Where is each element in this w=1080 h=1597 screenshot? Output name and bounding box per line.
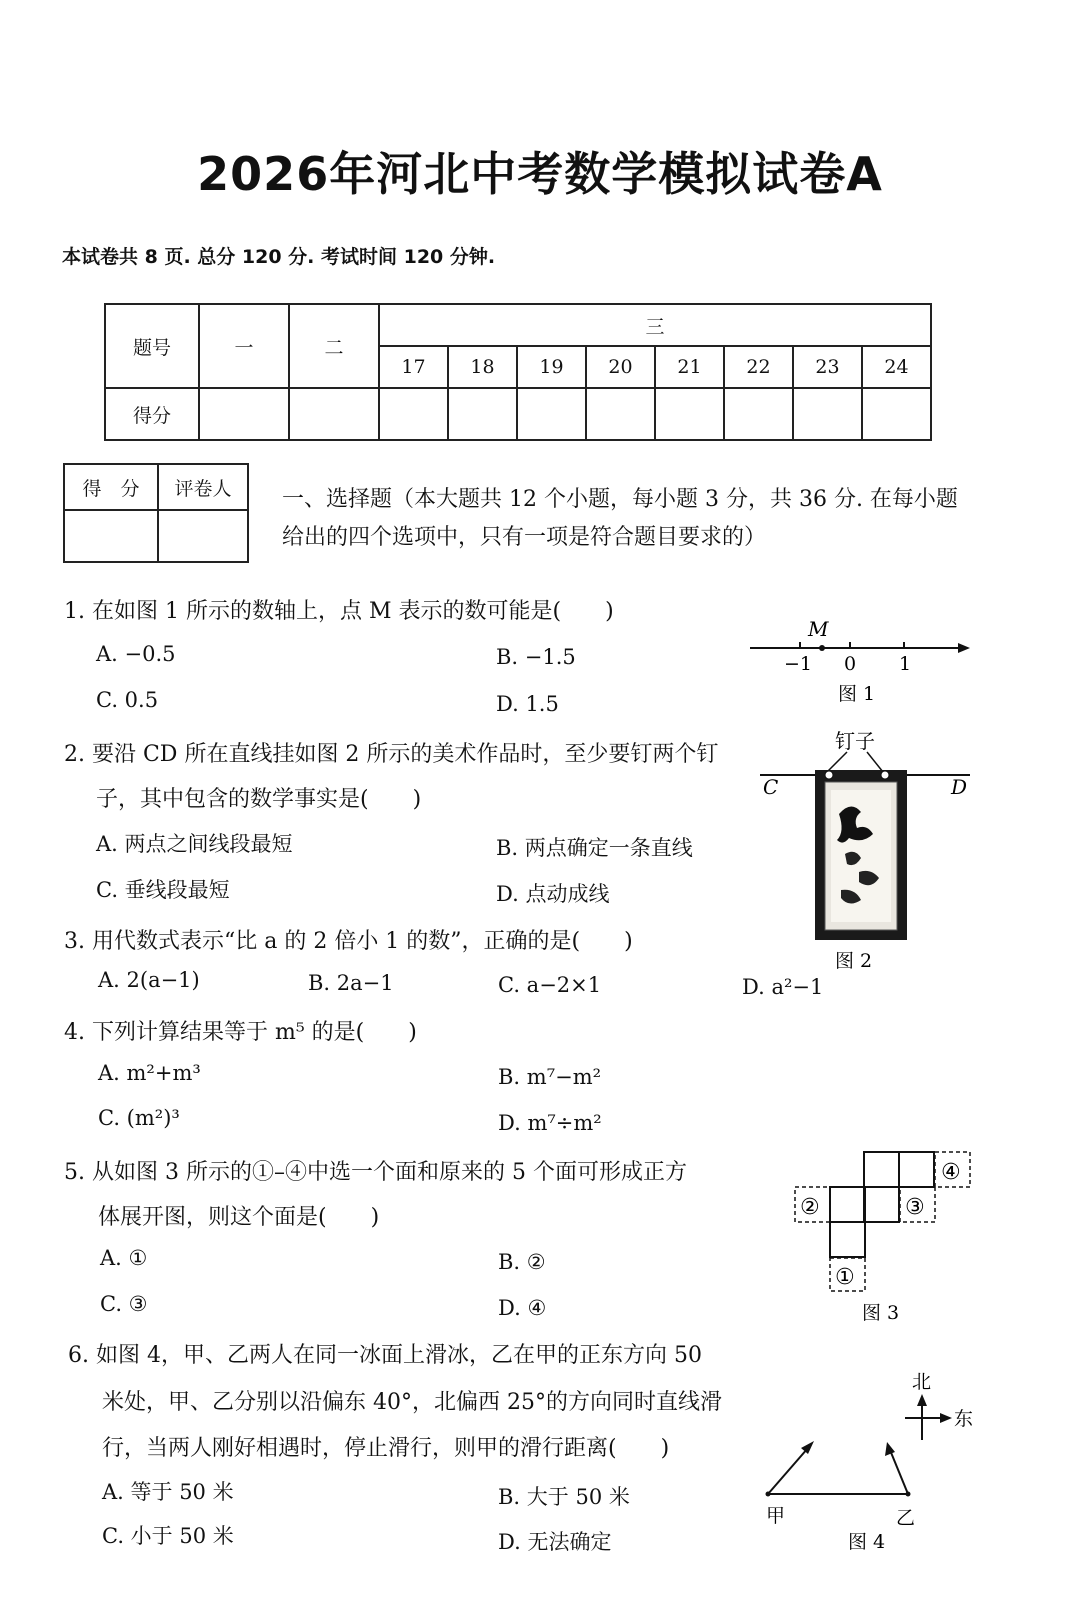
q4-stem: 4. 下列计算结果等于 m⁵ 的是( ) — [64, 1020, 417, 1045]
section-heading — [282, 481, 958, 557]
q5-stem-line2: 体展开图，则这个面是( ) — [98, 1205, 380, 1230]
q5-option-b: B. ② — [498, 1250, 546, 1274]
col-section-three: 三 — [379, 304, 931, 346]
score-cell — [379, 388, 448, 440]
q6-stem-line3: 行，当两人刚好相遇时，停止滑行，则甲的滑行距离( ) — [102, 1436, 670, 1461]
question-number: 20 — [586, 346, 655, 388]
q1-option-b: B. −1.5 — [496, 645, 576, 669]
score-cell — [862, 388, 931, 440]
q4-option-c: C. (m²)³ — [98, 1106, 180, 1130]
point-m-label: M — [808, 617, 829, 641]
grader-score-label: 得 分 — [64, 464, 158, 510]
exam-info: 本试卷共 8 页. 总分 120 分. 考试时间 120 分钟. — [62, 246, 496, 268]
page-title: 2026年河北中考数学模拟试卷A — [197, 147, 883, 201]
section-line: 给出的四个选项中，只有一项是符合题目要求的） — [282, 525, 767, 550]
question-number: 23 — [793, 346, 862, 388]
question-number: 22 — [724, 346, 793, 388]
figure-caption: 图 1 — [838, 683, 876, 705]
score-cell — [517, 388, 586, 440]
q1-stem: 1. 在如图 1 所示的数轴上，点 M 表示的数可能是( ) — [64, 599, 614, 624]
face-2-label: ② — [800, 1195, 820, 1220]
q4-option-d: D. m⁷÷m² — [498, 1111, 602, 1135]
figure-caption: 图 3 — [862, 1302, 900, 1324]
score-cell — [199, 388, 289, 440]
q2-option-b: B. 两点确定一条直线 — [496, 836, 693, 860]
section-line: 一、选择题（本大题共 12 个小题，每小题 3 分，共 36 分. 在每小题 — [282, 487, 958, 512]
q1-option-c: C. 0.5 — [96, 688, 159, 712]
q2-stem-line2: 子，其中包含的数学事实是( ) — [96, 787, 422, 812]
q1-option-a: A. −0.5 — [96, 642, 176, 666]
figure-caption: 图 4 — [848, 1531, 886, 1553]
score-cell — [793, 388, 862, 440]
nail-right — [881, 771, 889, 779]
tick-label: −1 — [784, 653, 813, 675]
label-question-no: 题号 — [105, 304, 199, 388]
number-line-figure — [740, 612, 980, 712]
label-score: 得分 — [105, 388, 199, 440]
q3-stem: 3. 用代数式表示“比 a 的 2 倍小 1 的数”，正确的是( ) — [64, 929, 633, 954]
point-d-label: D — [951, 775, 968, 799]
question-number: 19 — [517, 346, 586, 388]
q1-option-d: D. 1.5 — [496, 692, 559, 716]
q6-option-d: D. 无法确定 — [498, 1530, 612, 1554]
q2-option-c: C. 垂线段最短 — [96, 878, 230, 902]
score-cell — [655, 388, 724, 440]
q3-option-b: B. 2a−1 — [308, 971, 394, 995]
q2-stem-line1: 2. 要沿 CD 所在直线挂如图 2 所示的美术作品时，至少要钉两个钉 — [64, 742, 719, 767]
q6-stem-line2: 米处，甲、乙分别以沿偏东 40°，北偏西 25°的方向同时直线滑 — [102, 1390, 722, 1415]
col-section-one: 一 — [199, 304, 289, 388]
question-number: 21 — [655, 346, 724, 388]
score-cell — [586, 388, 655, 440]
figure-caption: 图 2 — [835, 950, 873, 972]
skating-figure — [750, 1366, 980, 1588]
q6-option-b: B. 大于 50 米 — [498, 1485, 630, 1509]
yi-label: 乙 — [896, 1507, 916, 1529]
jia-label: 甲 — [766, 1505, 786, 1527]
score-cell — [724, 388, 793, 440]
q3-option-d: D. a²−1 — [742, 975, 824, 999]
q5-option-d: D. ④ — [498, 1296, 547, 1320]
question-number: 18 — [448, 346, 517, 388]
face-1-label: ① — [835, 1265, 855, 1290]
q2-option-a: A. 两点之间线段最短 — [96, 832, 293, 856]
q3-option-c: C. a−2×1 — [498, 973, 602, 997]
q5-stem-line1: 5. 从如图 3 所示的①–④中选一个面和原来的 5 个面可形成正方 — [64, 1160, 687, 1185]
grader-table — [63, 463, 249, 563]
q6-option-a: A. 等于 50 米 — [102, 1480, 234, 1504]
tick-label: 1 — [899, 653, 912, 675]
point-c-label: C — [763, 775, 779, 799]
score-table — [104, 303, 932, 441]
nail-label: 钉子 — [835, 729, 875, 753]
q6-stem-line1: 6. 如图 4，甲、乙两人在同一冰面上滑冰，乙在甲的正东方向 50 — [68, 1343, 702, 1368]
nail-left — [825, 771, 833, 779]
q4-option-a: A. m²+m³ — [98, 1061, 201, 1085]
q4-option-b: B. m⁷−m² — [498, 1065, 602, 1089]
artwork-figure — [755, 722, 980, 977]
grader-person-label: 评卷人 — [158, 464, 248, 510]
cube-net-figure — [790, 1148, 980, 1328]
col-section-two: 二 — [289, 304, 379, 388]
q5-option-a: A. ① — [100, 1246, 148, 1270]
q3-option-a: A. 2(a−1) — [98, 968, 200, 992]
q6-option-c: C. 小于 50 米 — [102, 1524, 234, 1548]
q2-option-d: D. 点动成线 — [496, 882, 610, 906]
face-3-label: ③ — [905, 1195, 925, 1220]
question-number: 24 — [862, 346, 931, 388]
grader-cell — [64, 510, 158, 562]
score-cell — [289, 388, 379, 440]
east-label: 东 — [954, 1408, 974, 1430]
q5-option-c: C. ③ — [100, 1292, 148, 1316]
face-4-label: ④ — [941, 1160, 961, 1185]
score-cell — [448, 388, 517, 440]
question-number: 17 — [379, 346, 448, 388]
grader-cell — [158, 510, 248, 562]
tick-label: 0 — [844, 653, 857, 675]
north-label: 北 — [912, 1371, 932, 1393]
